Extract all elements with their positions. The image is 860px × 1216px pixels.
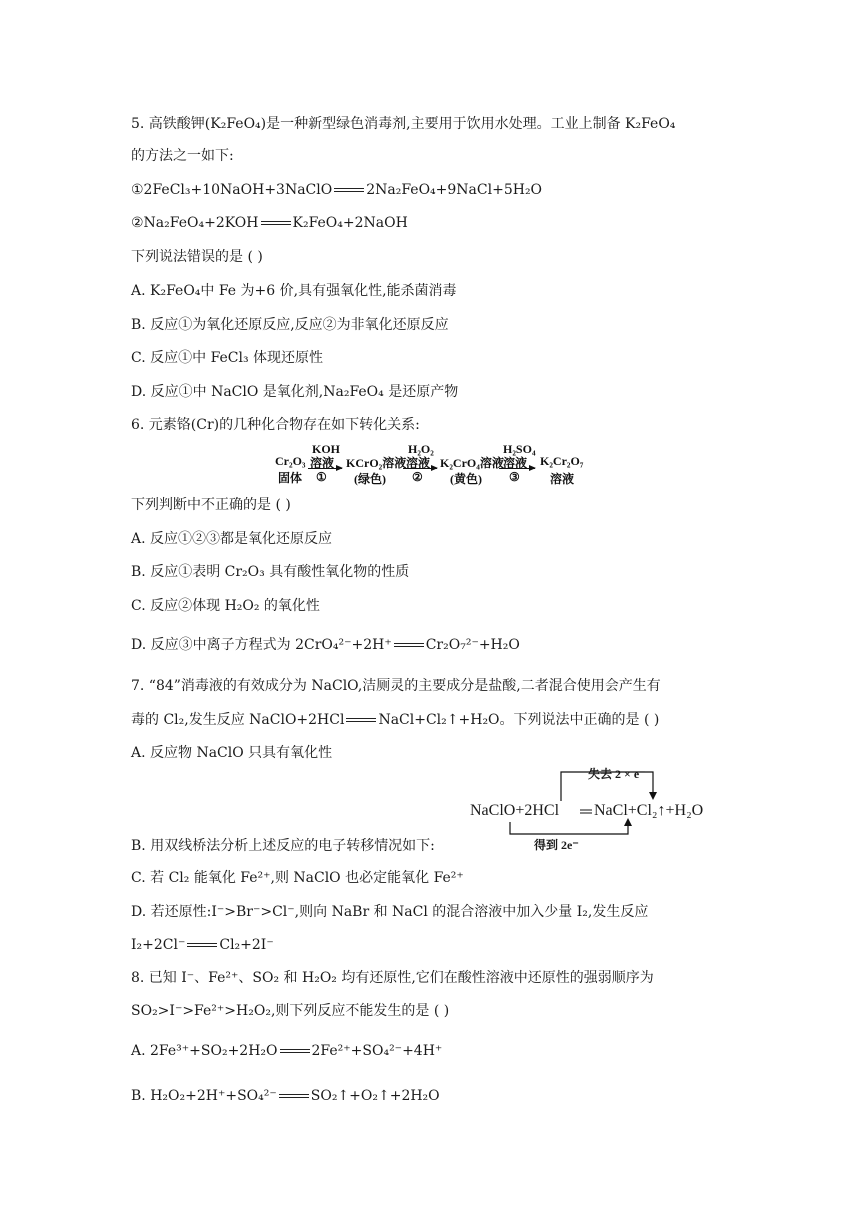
q5-stem-line1: 5. 高铁酸钾(K₂FeO₄)是一种新型绿色消毒剂,主要用于饮用水处理。工业上制备 K₂FeO₄ (131, 116, 676, 132)
q8-option-a (131, 1042, 442, 1060)
scheme-kcro2: KCrO₂溶液 (346, 456, 407, 470)
arrow-icon (308, 468, 342, 469)
scheme-r3-num: ③ (509, 470, 520, 484)
equal-sign-icon (278, 1042, 312, 1060)
q6-prompt: 下列判断中不正确的是 ( ) (131, 497, 291, 513)
scheme-r2-num: ② (412, 470, 423, 484)
q5-option-b: B. 反应①为氧化还原反应,反应②为非氧化还原反应 (131, 317, 449, 333)
bridge-gain-label: 得到 2e⁻ (534, 838, 579, 852)
equation-left: B. H₂O₂+2H⁺+SO₄²⁻ (131, 1088, 277, 1104)
scheme-h2so4: H₂SO₄ (503, 442, 536, 456)
scheme-cr2o3: Cr₂O₃ (275, 454, 306, 468)
scheme-r2-solution: 溶液 (406, 456, 431, 470)
equation-left: A. 2Fe³⁺+SO₂+2H₂O (131, 1043, 278, 1059)
q7-option-a: A. 反应物 NaClO 只具有氧化性 (131, 745, 333, 761)
scheme-k2cr2o7: K₂Cr₂O₇ (540, 454, 584, 468)
q5-option-a: A. K₂FeO₄中 Fe 为+6 价,具有强氧化性,能杀菌消毒 (131, 283, 457, 299)
q6-option-c: C. 反应②体现 H₂O₂ 的氧化性 (131, 598, 320, 614)
q5-option-c: C. 反应①中 FeCl₃ 体现还原性 (131, 350, 324, 366)
q5-stem-line2: 的方法之一如下: (131, 148, 234, 164)
equation-right: K₂FeO₄+2NaOH (292, 215, 408, 231)
equation-right: Cr₂O₇²⁻+H₂O (425, 637, 520, 653)
scheme-green: (绿色) (354, 472, 386, 486)
scheme-solution: 溶液 (550, 472, 575, 486)
arrow-icon (499, 468, 535, 469)
equation-right: 2Na₂FeO₄+9NaCl+5H₂O (366, 182, 543, 198)
scheme-r1-num: ① (316, 470, 327, 484)
q8-stem-line1: 8. 已知 I⁻、Fe²⁺、SO₂ 和 H₂O₂ 均有还原性,它们在酸性溶液中还原性的强弱顺序为 (131, 970, 654, 986)
q5-equation-1 (131, 181, 542, 199)
q8-stem-line2: SO₂>I⁻>Fe²⁺>H₂O₂,则下列反应不能发生的是 ( ) (131, 1003, 450, 1019)
q5-option-d: D. 反应①中 NaClO 是氧化剂,Na₂FeO₄ 是还原产物 (131, 384, 459, 400)
q7-option-d-line2 (131, 936, 274, 954)
scheme-k2cro4: K₂CrO₄溶液 (440, 456, 504, 470)
scheme-r3-solution: 溶液 (503, 456, 528, 470)
equal-sign-icon (277, 1087, 311, 1105)
equation-left: I₂+2Cl⁻ (131, 937, 186, 953)
q6-option-d (131, 636, 520, 654)
scheme-r1-solution: 溶液 (310, 456, 335, 470)
equation-right: NaCl+Cl₂↑+H₂O。下列说法中正确的是 ( ) (378, 712, 660, 728)
q6-stem: 6. 元素铬(Cr)的几种化合物存在如下转化关系: (131, 417, 420, 433)
equation-right: Cl₂+2I⁻ (219, 937, 274, 953)
q6-option-b: B. 反应①表明 Cr₂O₃ 具有酸性氧化物的性质 (131, 564, 410, 580)
arrow-icon (403, 468, 437, 469)
scheme-yellow: (黄色) (450, 472, 482, 486)
q7-option-c: C. 若 Cl₂ 能氧化 Fe²⁺,则 NaClO 也必定能氧化 Fe²⁺ (131, 870, 464, 886)
equation-left: ②Na₂FeO₄+2KOH (131, 215, 259, 231)
equal-sign-icon (332, 181, 366, 199)
equal-sign-icon (344, 711, 378, 729)
equal-sign-icon (185, 936, 219, 954)
equation-right: 2Fe²⁺+SO₄²⁻+4H⁺ (311, 1043, 443, 1059)
equation-left: D. 反应③中离子方程式为 2CrO₄²⁻+2H⁺ (131, 637, 392, 653)
equation-left: 毒的 Cl₂,发生反应 NaClO+2HCl (131, 712, 345, 728)
q6-option-a: A. 反应①②③都是氧化还原反应 (131, 531, 333, 547)
q5-equation-2 (131, 214, 408, 232)
q8-option-b (131, 1087, 440, 1105)
equal-sign-icon (259, 214, 293, 232)
scheme-h2o2: H₂O₂ (408, 442, 434, 456)
q5-prompt: 下列说法错误的是 ( ) (131, 249, 263, 265)
bridge-left: NaClO+2HCl (470, 802, 560, 819)
equal-sign-icon (392, 636, 426, 654)
bridge-right: NaCl+Cl₂↑+H₂O (594, 802, 704, 819)
equation-left: ①2FeCl₃+10NaOH+3NaClO (131, 182, 333, 198)
equation-right: SO₂↑+O₂↑+2H₂O (310, 1088, 440, 1104)
q7-option-d-line1: D. 若还原性:I⁻>Br⁻>Cl⁻,则向 NaBr 和 NaCl 的混合溶液中加入少量 I₂,发生反应 (131, 904, 649, 920)
bridge-lose-label: 失去 2 × e⁻ (588, 767, 646, 781)
q7-stem-line2 (131, 711, 659, 729)
q7-double-bridge-diagram (470, 762, 730, 854)
scheme-koh: KOH (312, 442, 341, 456)
q7-option-b: B. 用双线桥法分析上述反应的电子转移情况如下: (131, 838, 435, 854)
q7-stem-line1: 7. “84”消毒液的有效成分为 NaClO,洁厕灵的主要成分是盐酸,二者混合使用会产生有 (131, 678, 661, 694)
q6-conversion-scheme (270, 441, 590, 487)
scheme-solid: 固体 (278, 471, 303, 485)
